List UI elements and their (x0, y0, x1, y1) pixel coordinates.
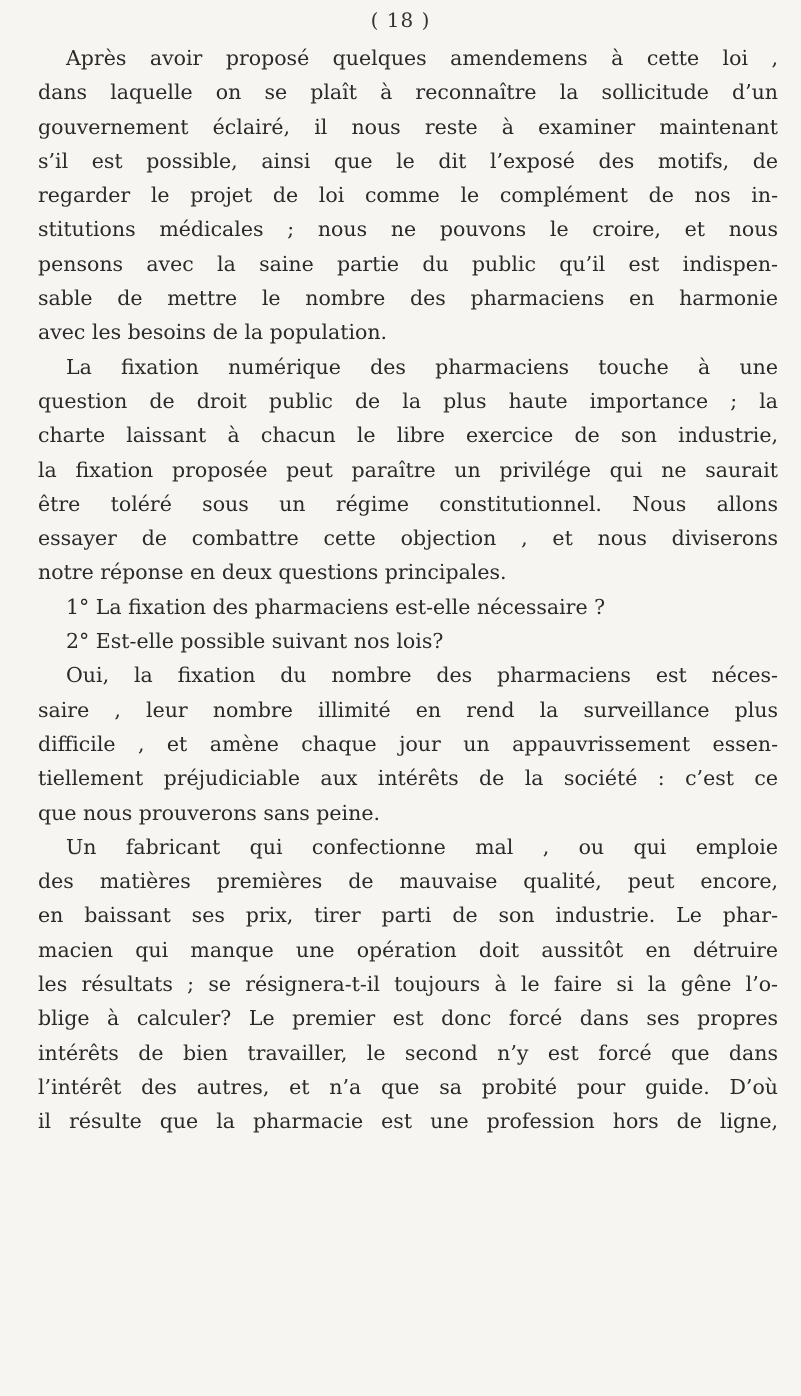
text-line: des matières premières de mauvaise qualité, peut encore, (38, 869, 778, 894)
text-line: essayer de combattre cette objection , et nous diviserons (38, 526, 778, 551)
text-line: la fixation proposée peut paraître un privilége qui ne saurait (38, 457, 778, 482)
body-text (38, 41, 778, 1139)
text-line: s’il est possible, ainsi que le dit l’exposé des motifs, de (38, 148, 778, 173)
text-line: en baissant ses prix, tirer parti de son industrie. Le phar- (38, 903, 778, 928)
text-line: l’intérêt des autres, et n’a que sa probité pour guide. D’où (38, 1074, 778, 1099)
text-line: les résultats ; se résignera-t-il toujours à le faire si la gêne l’o- (38, 972, 778, 997)
text-line: blige à calculer? Le premier est donc forcé dans ses propres (38, 1006, 778, 1031)
text-line: notre réponse en deux questions principales. (38, 560, 507, 585)
text-line: avec les besoins de la population. (38, 320, 388, 345)
text-line: intérêts de bien travailler, le second n’y est forcé que dans (38, 1040, 778, 1065)
text-line: macien qui manque une opération doit aussitôt en détruire (38, 937, 778, 962)
text-line: pensons avec la saine partie du public qu’il est indispen- (38, 251, 778, 276)
text-line: 2° Est-elle possible suivant nos lois? (66, 629, 444, 654)
text-line: stitutions médicales ; nous ne pouvons le croire, et nous (38, 217, 778, 242)
text-line: Après avoir proposé quelques amendemens à cette loi , (66, 46, 778, 70)
page-number: ( 18 ) (370, 8, 431, 32)
text-line: question de droit public de la plus haute importance ; la (38, 388, 778, 413)
text-line: difficile , et amène chaque jour un appauvrissement essen- (38, 731, 778, 756)
text-line: il résulte que la pharmacie est une profession hors de ligne, (38, 1109, 778, 1134)
text-line: regarder le projet de loi comme le complément de nos in- (38, 183, 778, 208)
text-line: tiellement préjudiciable aux intérêts de la société : c’est ce (38, 766, 778, 791)
text-line: charte laissant à chacun le libre exercice de son industrie, (38, 423, 778, 448)
text-line: saire , leur nombre illimité en rend la surveillance plus (38, 697, 778, 722)
text-line: gouvernement éclairé, il nous reste à examiner maintenant (38, 114, 778, 139)
text-line: être toléré sous un régime constitutionnel. Nous allons (38, 491, 778, 516)
text-line: que nous prouverons sans peine. (38, 800, 380, 825)
text-line: La fixation numérique des pharmaciens touche à une (66, 354, 778, 379)
text-line: Un fabricant qui confectionne mal , ou qui emploie (66, 834, 778, 859)
text-line: Oui, la fixation du nombre des pharmaciens est néces- (66, 663, 778, 688)
text-line: 1° La fixation des pharmaciens est-elle nécessaire ? (66, 594, 606, 619)
text-line: dans laquelle on se plaît à reconnaître la sollicitude d’un (38, 80, 778, 105)
text-line: sable de mettre le nombre des pharmaciens en harmonie (38, 286, 778, 311)
